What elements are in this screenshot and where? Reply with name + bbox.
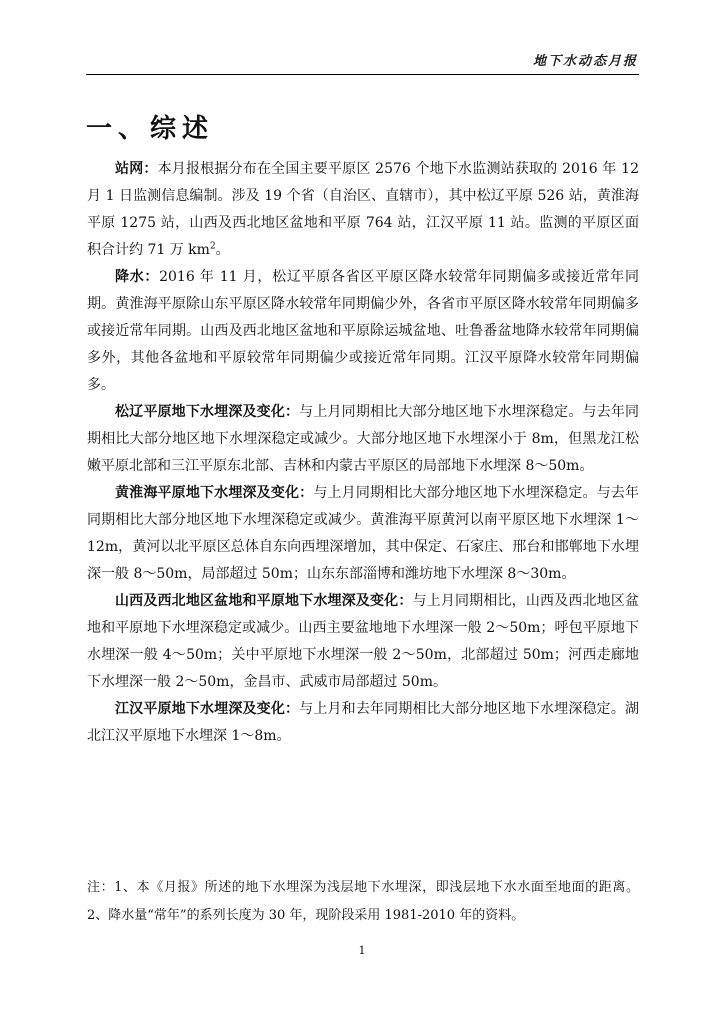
paragraph-lead: 松辽平原地下水埋深及变化： (115, 404, 300, 420)
section-title: 一、综述 (86, 114, 215, 144)
paragraph-lead: 山西及西北地区盆地和平原地下水埋深及变化： (115, 593, 413, 609)
superscript: 2 (209, 241, 216, 252)
paragraph-lead: 降水： (115, 269, 160, 285)
paragraph-text: 与上月和去年同期相比大部分地区地下水埋深稳定。湖北江汉平原地下水埋深 1～8m。 (87, 701, 640, 744)
paragraph-text: 与上月同期相比，山西及西北地区盆地和平原地下水埋深稳定或减少。山西主要盆地地下水埋深一般 2～50m；呼包平原地下水埋深一般 4～50m；关中平原地下水埋深一般 2～50m，北部超过 50m；河西走廊地下水埋深一般 2～50m，金昌市、武威市局部超过 50m。 (87, 593, 639, 690)
paragraph-lead: 站网： (115, 161, 158, 177)
report-header-title: 地下水动态月报 (532, 54, 638, 69)
paragraph-lead: 江汉平原地下水埋深及变化： (115, 701, 300, 717)
page-number: 1 (358, 944, 366, 957)
paragraph-text: 与上月同期相比大部分地区地下水埋深稳定。与去年同期相比大部分地区地下水埋深稳定或减少。大部分地区地下水埋深小于 8m，但黑龙江松嫩平原北部和三江平原东北部、吉林和内蒙古平原区的局部地下水埋深 8～50m。 (87, 404, 640, 474)
paragraph-lead: 黄淮海平原地下水埋深及变化： (115, 485, 314, 501)
paragraph-text: 与上月同期相比大部分地区地下水埋深稳定。与去年同期相比大部分地区地下水埋深稳定或减少。黄淮海平原黄河以南平原区地下水埋深 1～12m，黄河以北平原区总体自东向西埋深增加，其中保定、石家庄、邢台和邯郸地下水埋深一般 8～50m，局部超过 50m；山东东部淄博和潍坊地下水埋深 8～30m。 (87, 485, 640, 582)
paragraph-jianghan (87, 696, 639, 750)
paragraph-tail: 。 (215, 242, 230, 258)
paragraph-huanghuaihai (87, 480, 639, 588)
paragraph-shanxi-northwest (87, 588, 639, 696)
footnote: 注：1、本《月报》所述的地下水埋深为浅层地下水埋深，即浅层地下水水面至地面的距离。 2、降水量“常年”的系列长度为 30 年，现阶段采用 1981-2010 年的资料。 (87, 880, 639, 923)
paragraph-station-network (87, 156, 639, 264)
report-body (87, 156, 639, 750)
paragraph-songliao (87, 399, 639, 480)
header-divider (86, 74, 639, 75)
paragraph-precipitation (87, 264, 639, 399)
paragraph-text: 2016 年 11 月，松辽平原各省区平原区降水较常年同期偏多或接近常年同期。黄淮海平原除山东平原区降水较常年同期偏少外，各省市平原区降水较常年同期偏多或接近常年同期。山西及西北地区盆地和平原除运城盆地、吐鲁番盆地降水较常年同期偏多外，其他各盆地和平原较常年同期偏少或接近常年同期。江汉平原降水较常年同期偏多。 (87, 269, 639, 393)
paragraph-text: 本月报根据分布在全国主要平原区 2576 个地下水监测站获取的 2016 年 12 月 1 日监测信息编制。涉及 19 个省（自治区、直辖市），其中松辽平原 526 站，黄淮海平原 1275 站，山西及西北地区盆地和平原 764 站，江汉平原 11 站。监测的平原区面积合计约 71 万 km (87, 161, 639, 258)
